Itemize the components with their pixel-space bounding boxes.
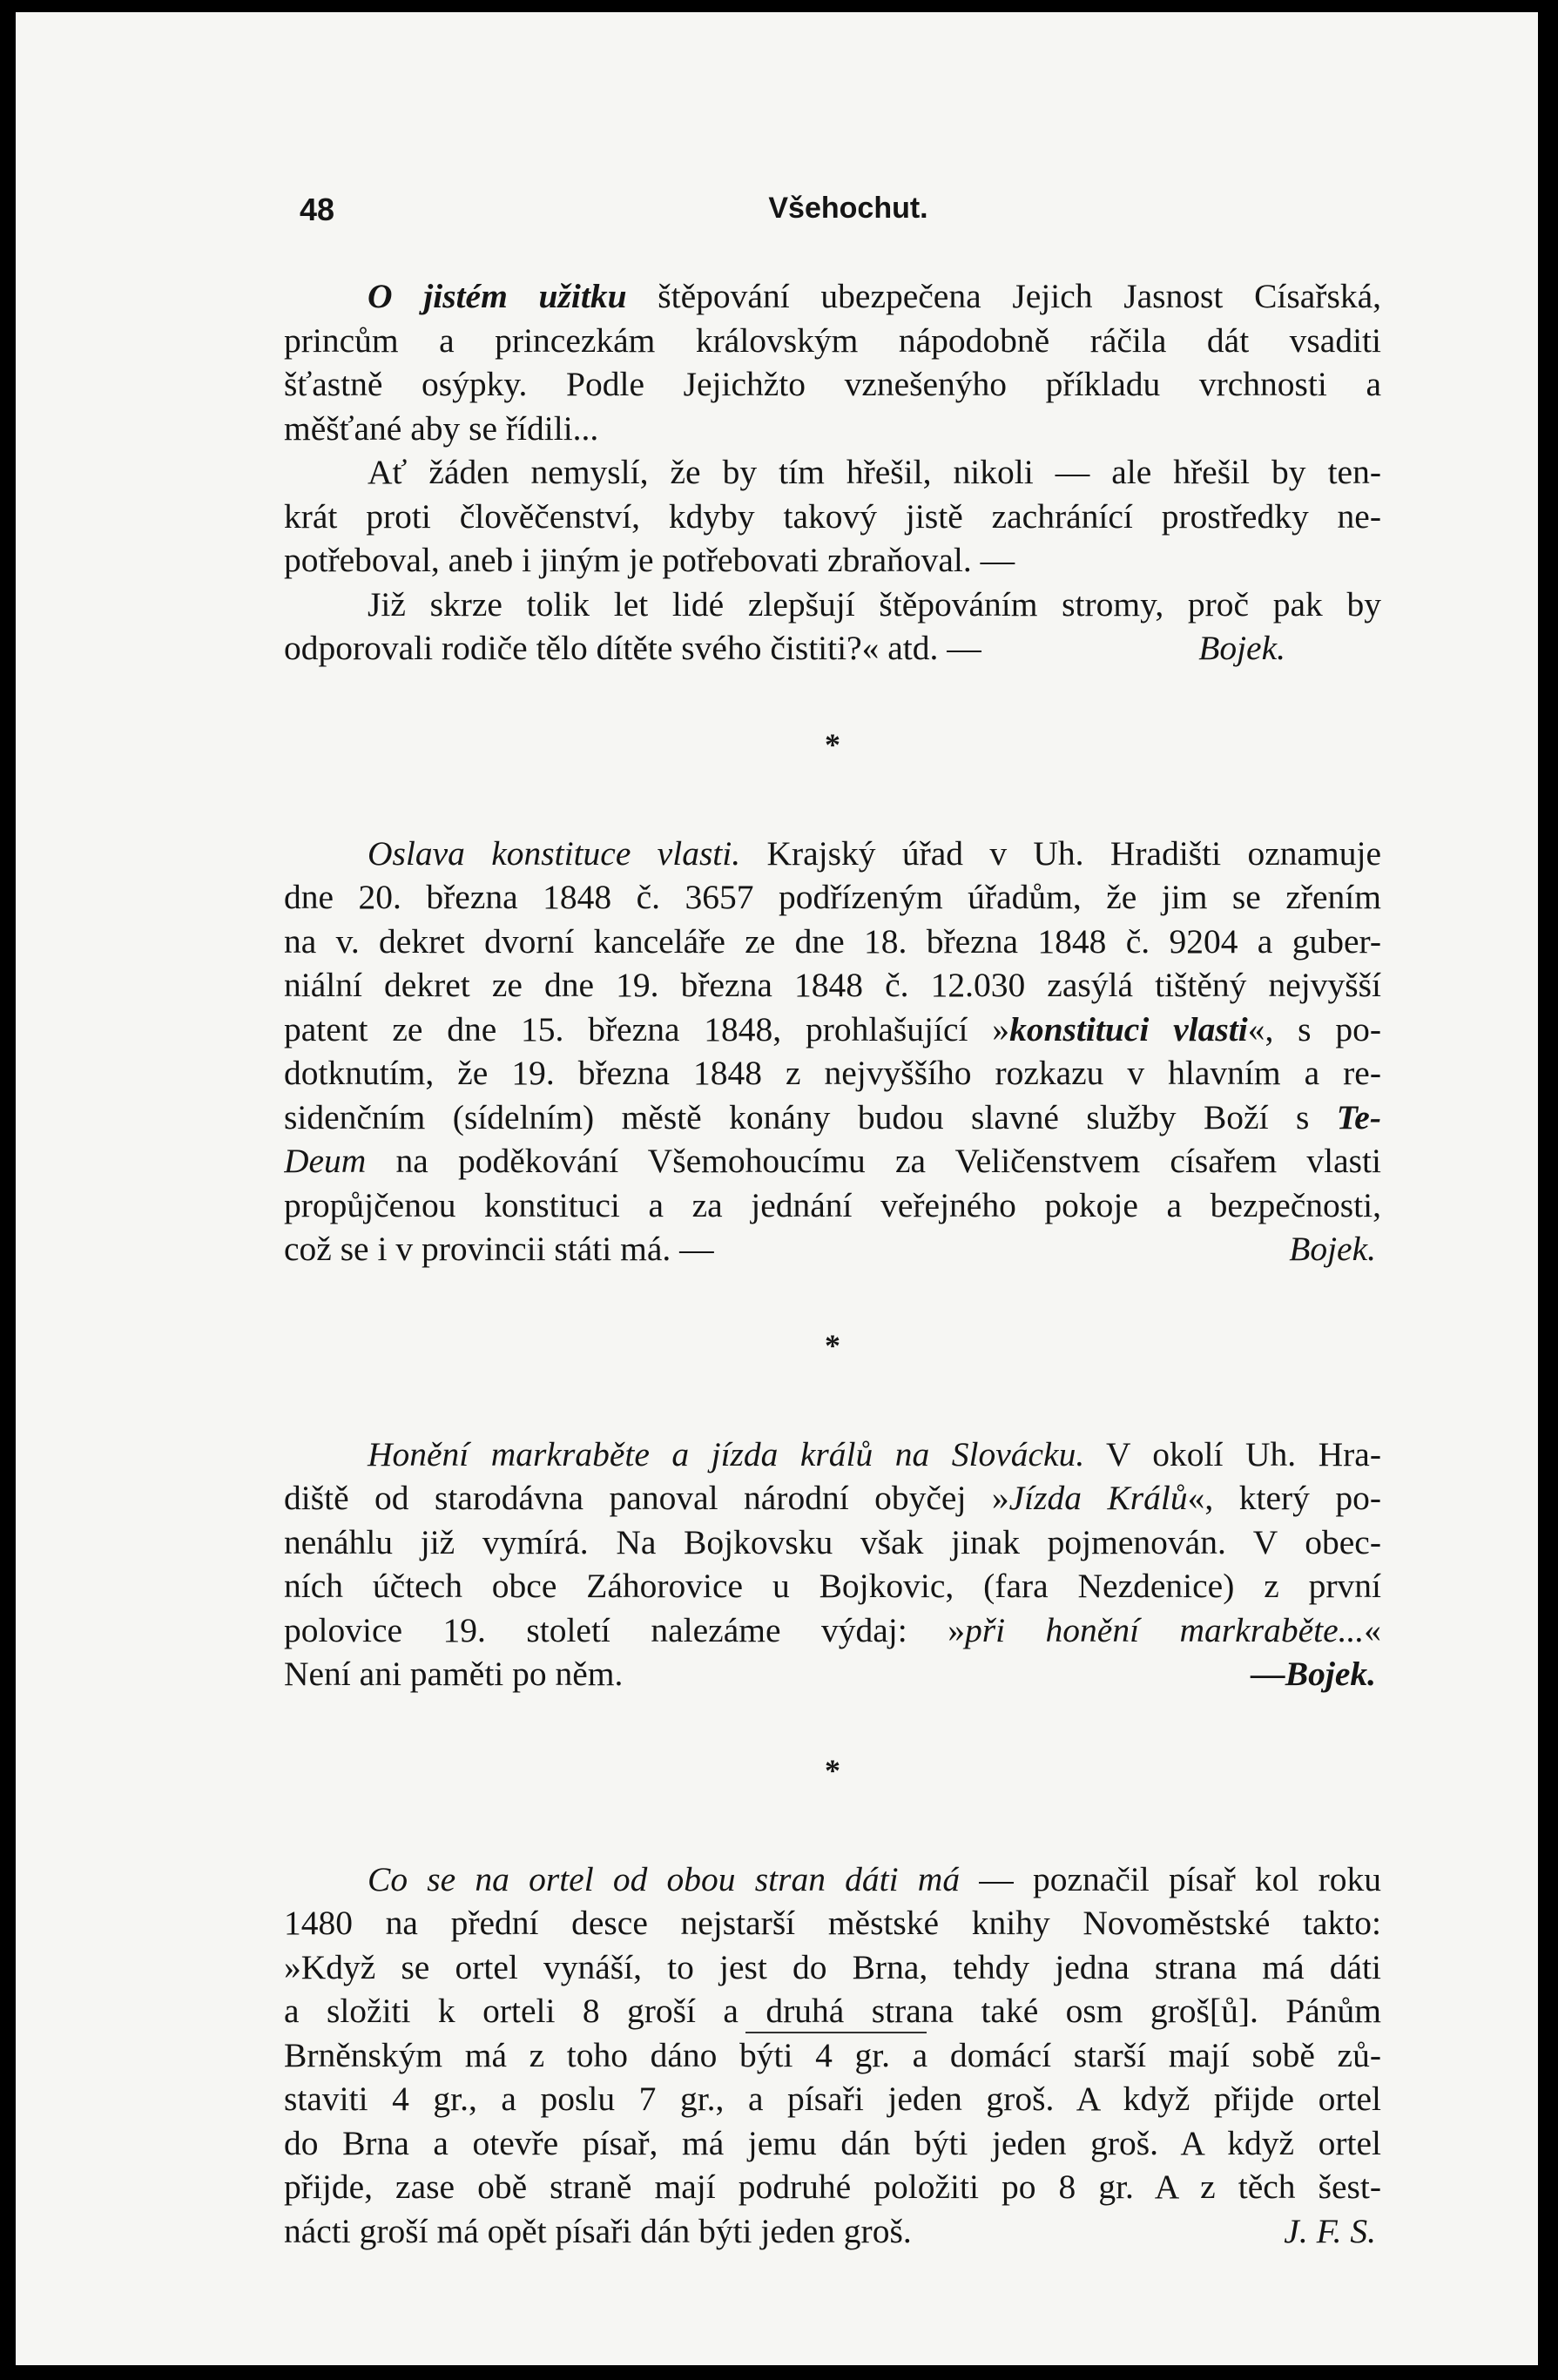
entry-3-line: nenáhlu již vymírá. Na Bojkovsku však jinak pojmenován. V obec- <box>284 1522 1381 1561</box>
entry-4-line: Brněnským má z toho dáno býti 4 gr. a domácí starší mají sobě zů- <box>284 2035 1381 2074</box>
entry-4-line: »Když se ortel vynáší, to jest do Brna, tehdy jedna strana má dáti <box>284 1947 1381 1986</box>
text-run: «, s po- <box>1247 1009 1381 1048</box>
text-run: sidenčním (sídelním) městě konány budou slavné služby Boží s <box>284 1097 1337 1136</box>
text-run: patent ze dne 15. března 1848, prohlašující » <box>284 1009 1010 1048</box>
text-run: Není ani paměti po něm. <box>284 1655 624 1693</box>
entry-4-title: Co se na ortel od obou stran dáti má <box>368 1859 961 1898</box>
entry-2-line: dne 20. března 1848 č. 3657 podřízeným úřadům, že jim se zřením <box>284 878 1381 916</box>
emphasis: Jízda Králů <box>1008 1479 1188 1517</box>
entry-1-line: princům a princezkám královským nápodobně ráčila dát vsaditi <box>284 320 1381 360</box>
section-separator: * <box>825 1327 840 1363</box>
entry-3 <box>284 1433 1381 1696</box>
signature: Bojek. <box>1198 629 1285 667</box>
text-run: V okolí Uh. Hra- <box>1084 1434 1381 1473</box>
entry-2-line: na v. dekret dvorní kanceláře ze dne 18. března 1848 č. 9204 a guber- <box>284 921 1381 961</box>
text-run: diště od starodávna panoval národní obyčej » <box>284 1479 1009 1517</box>
section-separator: * <box>825 726 840 762</box>
text-run: «, který po- <box>1187 1479 1381 1517</box>
page-header <box>300 192 1397 235</box>
entry-2-line <box>284 1227 1381 1271</box>
page-number: 48 <box>300 192 335 227</box>
entry-4-line: 1480 na přední desce nejstarší městské knihy Novoměstské takto: <box>284 1904 1381 1942</box>
entry-2-line: propůjčenou konstituci a za jednání veřejného pokoje a bezpečnosti, <box>284 1185 1381 1224</box>
entry-3-line: ních účtech obce Záhorovice u Bojkovic, (fara Nezdenice) z první <box>284 1567 1381 1605</box>
text-run: nácti groší má opět písaři dán býti jeden groš. <box>284 2211 912 2250</box>
entry-1-line: krát proti člověčenství, kdyby takový jistě zachránící prostředky ne- <box>284 496 1381 536</box>
entry-4-line <box>284 2209 1381 2254</box>
entry-1 <box>284 274 1381 671</box>
entry-4 <box>284 1857 1381 2254</box>
entry-3-line <box>284 1476 1381 1520</box>
entry-3-line <box>284 1652 1381 1696</box>
entry-4-line: staviti 4 gr., a poslu 7 gr., a písaři jeden groš. A když přijde ortel <box>284 2080 1381 2118</box>
entry-1-line <box>284 626 1381 671</box>
signature: Bojek. <box>1289 1230 1376 1268</box>
entry-1-line: potřeboval, aneb i jiným je potřebovati zbraňoval. — <box>284 541 1015 579</box>
entry-2-title: Oslava konstituce vlasti. <box>368 833 741 873</box>
signature: J. F. S. <box>1284 2211 1376 2250</box>
entry-4-line: a složiti k orteli 8 groší a druhá strana také osm groš[ů]. Pánům <box>284 1992 1381 2030</box>
end-rule <box>745 2032 927 2033</box>
entry-1-line: Ať žáden nemyslí, že by tím hřešil, nikoli — ale hřešil by ten- <box>368 453 1381 491</box>
text-run: odporovali rodiče tělo dítěte svého čistiti?« atd. — <box>284 629 981 667</box>
emphasis: Te- <box>1336 1097 1381 1136</box>
text-run: Krajský úřad v Uh. Hradišti oznamuje <box>740 833 1381 873</box>
entry-2-line <box>284 832 1381 876</box>
entry-3-line <box>284 1433 1381 1477</box>
entry-4-line <box>284 1857 1381 1902</box>
text-run: což se i v provincii státi má. — <box>284 1230 714 1268</box>
text-run: na poděkování Všemohoucímu za Veličenstvem císařem vlasti <box>366 1142 1381 1180</box>
text-run: štěpování ubezpečena Jejich Jasnost Císařská, <box>626 277 1381 315</box>
text-run: — poznačil písař kol roku <box>960 1859 1381 1898</box>
entry-2 <box>284 832 1381 1271</box>
entry-4-line: přijde, zase obě straně mají podruhé položiti po 8 gr. A z těch šest- <box>284 2168 1381 2206</box>
entry-2-line <box>284 1096 1381 1140</box>
entry-1-line: šťastně osýpky. Podle Jejichžto vznešenýho příkladu vrchnosti a <box>284 365 1381 403</box>
signature: —Bojek. <box>1251 1655 1376 1693</box>
entry-2-line: niální dekret ze dne 19. března 1848 č. 12.030 zasýlá tištěný nejvyšší <box>284 966 1381 1004</box>
emphasis: Deum <box>284 1142 367 1180</box>
running-title: Všehochut. <box>768 192 928 225</box>
text-run: « <box>1364 1610 1381 1649</box>
entry-3-title: Honění markraběte a jízda králů na Slovácku. <box>368 1434 1085 1473</box>
entry-2-line: dotknutím, že 19. března 1848 z nejvyššího rozkazu v hlavním a re- <box>284 1054 1381 1092</box>
entry-1-title: O jistém užitku <box>368 277 627 315</box>
entry-1-line: Již skrze tolik let lidé zlepšují štěpováním stromy, proč pak by <box>368 584 1381 624</box>
entry-1-line <box>284 274 1381 319</box>
section-separator: * <box>825 1752 840 1788</box>
emphasis: konstituci vlasti <box>1009 1009 1248 1048</box>
entry-4-line: do Brna a otevře písař, má jemu dán býti jeden groš. A když ortel <box>284 2123 1381 2162</box>
emphasis: při honění markraběte... <box>964 1610 1365 1649</box>
entry-2-line <box>284 1139 1381 1183</box>
entry-2-line <box>284 1008 1381 1052</box>
entry-1-line: měšťané aby se řídili... <box>284 408 599 448</box>
page-content <box>284 274 1381 2253</box>
text-run: polovice 19. století nalezáme výdaj: » <box>284 1610 965 1649</box>
entry-3-line <box>284 1608 1381 1653</box>
